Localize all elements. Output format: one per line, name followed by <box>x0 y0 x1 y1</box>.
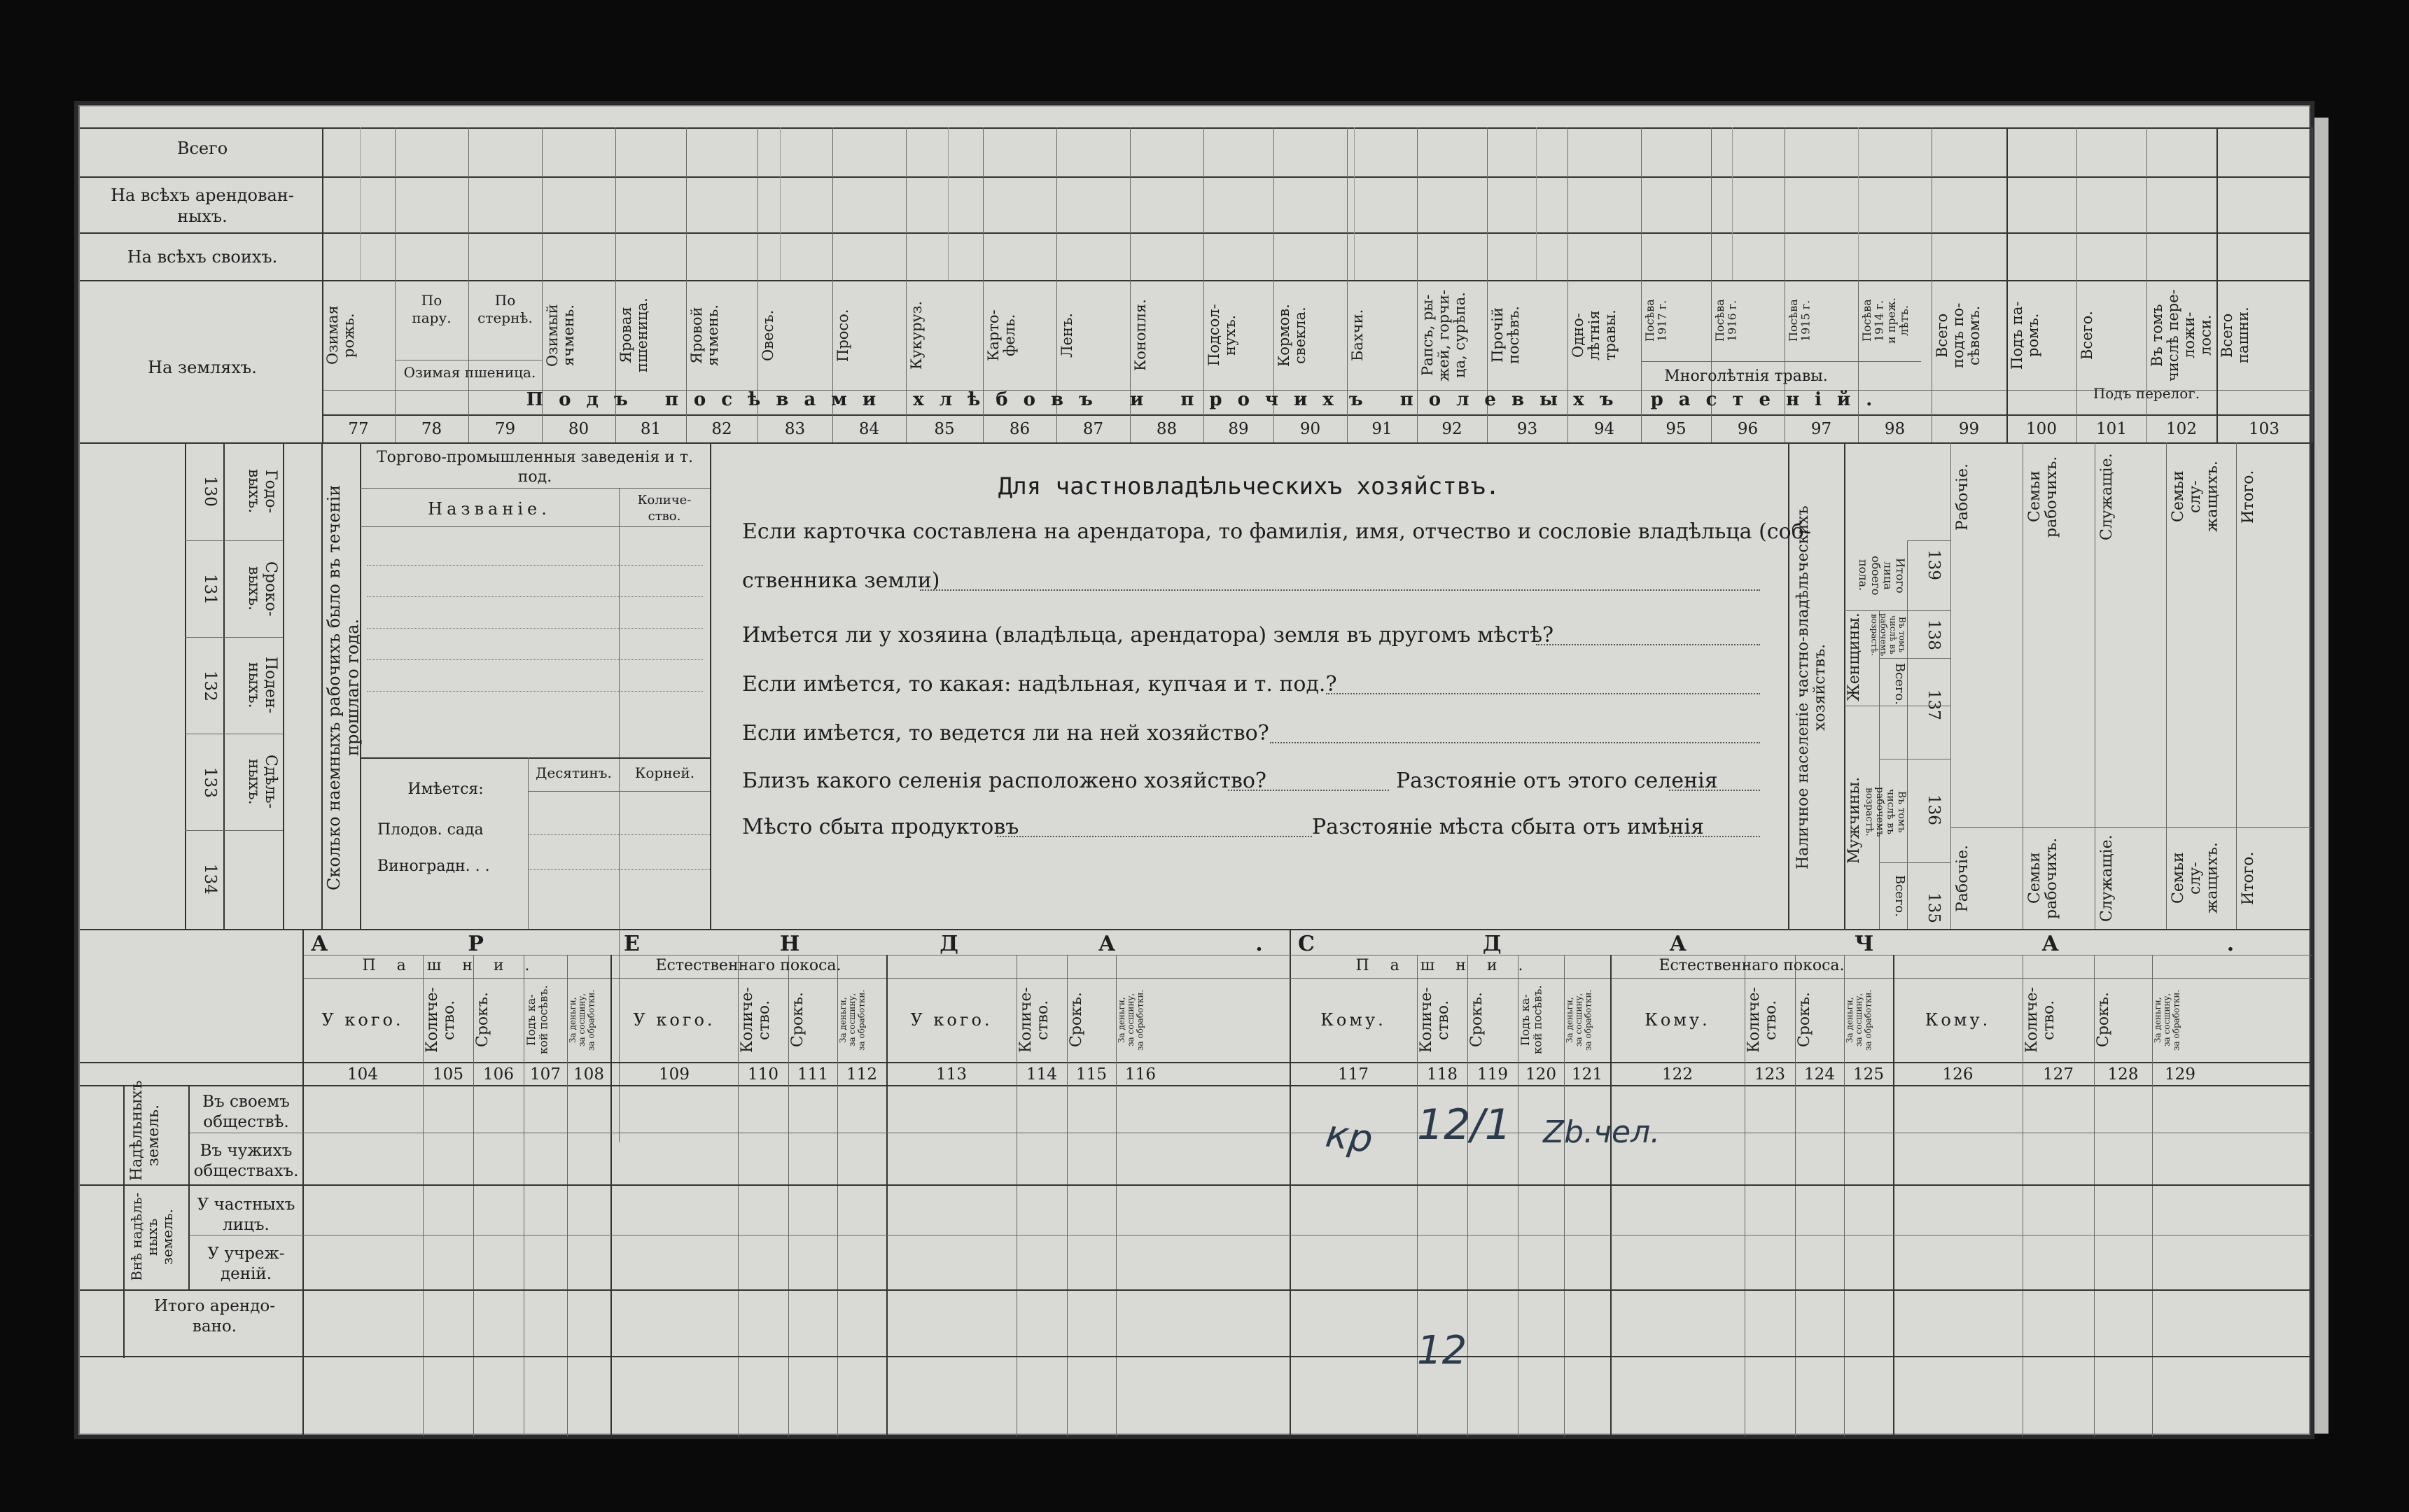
census-card-sheet <box>78 105 2403 1435</box>
crop-header-79: По стернѣ. <box>477 292 533 326</box>
crop-number-79: 79 <box>494 420 516 438</box>
pop-women-total: Всего. <box>1892 663 1907 705</box>
row-own-society: Въ своемъ обществѣ. <box>202 1093 290 1131</box>
nums_a-col-header-7: Срокъ. <box>789 992 807 1048</box>
nums_a-col-header-8: За деньги, за сосшину, за обработки. <box>838 989 867 1051</box>
nums_b-col-header-12: За деньги, за сосшину, за обработки. <box>2153 989 2181 1051</box>
crop-number-80: 80 <box>568 420 589 438</box>
pop-num-135: 135 <box>1925 892 1943 923</box>
crop-number-88: 88 <box>1156 420 1178 438</box>
pop-col-top-2: Служащіе. <box>2098 453 2116 540</box>
pop-num-138: 138 <box>1925 620 1943 650</box>
crop-number-95: 95 <box>1666 420 1687 438</box>
crop-number-103: 103 <box>2249 420 2279 438</box>
band-title: Подъ посѣвами хлѣбовъ и прочихъ полевыхъ растеній. <box>526 389 1888 410</box>
nums_b-col-num-2: 119 <box>1477 1065 1508 1084</box>
crop-number-77: 77 <box>348 420 369 438</box>
nums_a-pashni: Пашни. <box>362 957 551 974</box>
nums_b-col-num-1: 118 <box>1427 1065 1458 1084</box>
pop-men-workers: Въ томъ числѣ въ рабочемъ возрастѣ. <box>1863 787 1907 837</box>
crop-header-85: Кукуруз. <box>908 300 925 370</box>
hired-workers-label: Сколько наемныхъ рабочихъ было въ теченіи прошлаго года. <box>324 484 363 890</box>
crop-number-101: 101 <box>2096 420 2127 438</box>
pop-num-136: 136 <box>1925 794 1943 825</box>
hired-label-133: Сдѣль- ныхъ. <box>244 755 279 809</box>
row-label-rented: На всѣхъ арендован- ныхъ. <box>111 186 294 226</box>
nums_b-col-num-3: 120 <box>1525 1065 1556 1084</box>
nums_a-col-header-9: У кого. <box>910 1010 993 1030</box>
handwriting-12: 12 <box>1417 1328 1467 1373</box>
crop-number-96: 96 <box>1737 420 1759 438</box>
nums_b-col-header-6: Количе- ство. <box>1745 987 1780 1053</box>
crop-number-89: 89 <box>1228 420 1249 438</box>
hired-num-134: 134 <box>201 864 219 895</box>
arenda-title: АРЕНДА. <box>311 932 1403 956</box>
nums_b-col-header-3: Подъ ка- кой посѣвъ. <box>1518 985 1544 1055</box>
crop-number-100: 100 <box>2026 420 2057 438</box>
nums_a-col-num-2: 106 <box>483 1065 514 1084</box>
hired-num-132: 132 <box>201 671 219 701</box>
crop-header-84: Просо. <box>835 309 851 362</box>
row-private-persons: У частныхъ лицъ. <box>197 1196 295 1234</box>
crop-number-84: 84 <box>858 420 880 438</box>
hired-label-132: Поден- ныхъ. <box>244 657 279 714</box>
nums_a-col-header-3: Подъ ка- кой посѣвъ. <box>524 985 550 1055</box>
perelog-label: Подъ перелог. <box>2093 385 2200 402</box>
vne-label: Внѣ надѣль- ныхъ земель. <box>128 1192 176 1282</box>
private-line-2: ственника земли) <box>742 568 940 593</box>
nums_b-col-num-11: 128 <box>2107 1065 2139 1084</box>
crop-header-94: Одно- лѣтнія травы. <box>1570 309 1619 361</box>
nums_a-col-header-5: У кого. <box>633 1010 715 1030</box>
nums_a-col-num-1: 105 <box>433 1065 463 1084</box>
nums_a-col-num-7: 111 <box>797 1065 828 1084</box>
private-line-1: Если карточка составлена на арендатора, то фамилія, имя, отчество и сословіе владѣльца (соб- <box>742 519 1811 544</box>
crop-header-96: Посѣва 1916 г. <box>1713 299 1739 342</box>
trade-row-garden: Плодов. сада <box>377 821 484 839</box>
nums_a-col-num-12: 116 <box>1125 1065 1156 1084</box>
crop-number-94: 94 <box>1593 420 1615 438</box>
handwriting-12-1: 12/1 <box>1417 1100 1511 1149</box>
row-other-society: Въ чужихъ обществахъ. <box>193 1142 299 1180</box>
nums_b-col-header-8: За деньги, за сосшину, за обработки. <box>1845 989 1873 1051</box>
crop-number-83: 83 <box>784 420 806 438</box>
nums_b-col-num-0: 117 <box>1338 1065 1369 1084</box>
nums_b-col-header-2: Срокъ. <box>1468 992 1486 1048</box>
crop-number-81: 81 <box>640 420 662 438</box>
handwriting-zb: Zb.чел. <box>1543 1114 1661 1150</box>
private-line-6a: Близъ какого селенія расположено хозяйство? <box>742 769 1266 793</box>
row-label-vsego: Всего <box>176 139 228 158</box>
crop-number-91: 91 <box>1371 420 1392 438</box>
private-line-6b: Разстояніе отъ этого селенія <box>1396 769 1718 793</box>
nums_b-pashni: Пашни. <box>1355 957 1544 974</box>
nums_b-col-num-4: 121 <box>1572 1065 1602 1084</box>
nums_b-col-header-7: Срокъ. <box>1796 992 1813 1048</box>
nums_b-col-num-12: 129 <box>2165 1065 2195 1084</box>
trade-has: Имѣется: <box>407 780 484 798</box>
pop-women-workers: Въ томъ числѣ въ рабочемъ возрастѣ. <box>1869 613 1907 657</box>
nadel-label: Надѣльныхъ земель. <box>128 1080 163 1181</box>
pop-col-bot-4: Итого. <box>2240 851 2257 905</box>
mnogoletnie-label: Многолѣтнія травы. <box>1664 368 1828 385</box>
nums_b-col-header-4: За деньги, за сосшину, за обработки. <box>1565 989 1593 1051</box>
crop-header-91: Бахчи. <box>1349 309 1366 362</box>
pop-men: Мужчины. <box>1845 776 1863 864</box>
crop-number-78: 78 <box>421 420 442 438</box>
page-edge <box>2310 118 2328 1434</box>
nums_b-col-header-9: Кому. <box>1925 1010 1991 1030</box>
nums_a-col-header-0: У кого. <box>321 1010 404 1030</box>
crop-number-92: 92 <box>1441 420 1462 438</box>
nums_a-col-header-12: За деньги, за сосшину, за обработки. <box>1117 989 1145 1051</box>
private-line-5: Если имѣется, то ведется ли на ней хозяйство? <box>742 721 1269 746</box>
crop-header-90: Кормов. свекла. <box>1276 304 1309 367</box>
nums_a-col-num-10: 114 <box>1026 1065 1057 1084</box>
crop-header-100: Подъ па- ромъ. <box>2009 301 2042 370</box>
crop-header-87: Ленъ. <box>1059 313 1075 358</box>
pop-col-bot-1: Семьи рабочихъ. <box>2026 837 2061 919</box>
crop-header-89: Подсол- нухъ. <box>1206 304 1239 367</box>
private-title: Для частновладѣльческихъ хозяйствъ. <box>998 472 1500 500</box>
pop-col-bot-2: Служащіе. <box>2098 834 2116 922</box>
hired-num-130: 130 <box>201 476 219 507</box>
nums_a-col-num-5: 109 <box>659 1065 690 1084</box>
nums_a-col-num-3: 107 <box>530 1065 561 1084</box>
pop-col-top-4: Итого. <box>2240 470 2257 524</box>
nums_a-col-header-2: Срокъ. <box>474 992 491 1048</box>
row-total-rented: Итого арендо- вано. <box>154 1297 275 1336</box>
pop-col-bot-3: Семьи слу- жащихъ. <box>2170 842 2221 914</box>
crop-number-99: 99 <box>1958 420 1980 438</box>
nums_b-col-header-0: Кому. <box>1320 1010 1386 1030</box>
crop-header-86: Карто- фель. <box>985 309 1019 361</box>
crop-header-88: Конопля. <box>1132 299 1149 372</box>
pop-num-139: 139 <box>1925 550 1943 580</box>
private-line-7b: Разстояніе мѣста сбыта отъ имѣнія <box>1312 815 1704 839</box>
crop-number-85: 85 <box>934 420 955 438</box>
pop-total-both: Итого лица обоего пола. <box>1857 555 1907 596</box>
crop-header-97: Посѣва 1915 г. <box>1787 299 1813 342</box>
pop-col-bot-0: Рабочіе. <box>1954 844 1971 912</box>
crop-header-77: Озимая рожь. <box>324 305 358 365</box>
nums_a-col-num-6: 110 <box>748 1065 778 1084</box>
private-line-3: Имѣется ли у хозяина (владѣльца, арендатора) земля въ другомъ мѣстѣ? <box>742 623 1554 648</box>
crop-header-93: Прочій посѣвъ. <box>1489 306 1523 365</box>
nums_a-col-header-11: Срокъ. <box>1068 992 1085 1048</box>
nums_a-col-num-9: 113 <box>936 1065 967 1084</box>
nums_a-col-num-11: 115 <box>1076 1065 1107 1084</box>
pop-num-137: 137 <box>1925 690 1943 720</box>
nums_a-pokos: Естественнаго покоса. <box>655 957 842 974</box>
crop-header-102: Въ томъ числѣ пере- ложи- лоси. <box>2149 289 2214 382</box>
crop-number-97: 97 <box>1810 420 1832 438</box>
nums_a-col-header-6: Количе- ство. <box>739 987 774 1053</box>
population-label: Наличное населеніе частно-владѣльческихъ хозяйствъ. <box>1794 505 1829 869</box>
crop-number-102: 102 <box>2166 420 2197 438</box>
nums_b-col-header-5: Кому. <box>1645 1010 1710 1030</box>
pop-col-top-0: Рабочіе. <box>1954 463 1971 531</box>
trade-col-qty: Количе- ство. <box>637 493 692 524</box>
nums_a-col-header-10: Количе- ство. <box>1017 987 1052 1053</box>
trade-col-des: Десятинъ. <box>536 764 612 781</box>
ozimaya-label: Озимая пшеница. <box>403 364 536 381</box>
crop-number-98: 98 <box>1884 420 1906 438</box>
private-line-7a: Мѣсто сбыта продуктовъ <box>742 815 1019 839</box>
trade-col-name: Названіе. <box>428 499 551 519</box>
crop-header-80: Озимый ячмень. <box>544 304 578 367</box>
nums_b-col-num-10: 127 <box>2043 1065 2074 1084</box>
crop-number-82: 82 <box>711 420 732 438</box>
row-institutions: У учреж- деній. <box>207 1245 285 1283</box>
nums_b-col-header-11: Срокъ. <box>2095 992 2112 1048</box>
nums_a-col-header-1: Количе- ство. <box>424 987 459 1053</box>
handwriting-kr: кр <box>1322 1111 1376 1162</box>
nums_b-col-num-8: 125 <box>1853 1065 1884 1084</box>
nums_b-col-header-1: Количе- ство. <box>1418 987 1453 1053</box>
crop-header-101: Всего. <box>2079 311 2095 360</box>
sdacha-title: СДАЧА. <box>1298 932 2403 956</box>
crop-header-82: Яровой ячмень. <box>688 304 722 366</box>
row-label-own: На всѣхъ своихъ. <box>127 247 278 267</box>
nums_b-col-num-9: 126 <box>1942 1065 1974 1084</box>
pop-men-total: Всего. <box>1892 874 1907 917</box>
pop-col-top-1: Семьи рабочихъ. <box>2026 456 2061 538</box>
private-line-4: Если имѣется, то какая: надѣльная, купчая и т. под.? <box>742 672 1337 696</box>
row-label-lands: На земляхъ. <box>148 358 257 377</box>
crop-header-95: Посѣва 1917 г. <box>1643 299 1669 342</box>
crop-number-86: 86 <box>1009 420 1031 438</box>
nums_b-pokos: Естественнаго покоса. <box>1659 957 1845 974</box>
trade-title: Торгово-промышленныя заведенія и т. под. <box>376 449 694 486</box>
crop-number-90: 90 <box>1299 420 1321 438</box>
nums_a-col-num-0: 104 <box>347 1065 378 1084</box>
nums_a-col-header-4: За деньги, за сосшину, за обработки. <box>568 989 596 1051</box>
crop-number-93: 93 <box>1516 420 1538 438</box>
nums_a-col-num-4: 108 <box>573 1065 604 1084</box>
crop-header-83: Овесъ. <box>760 309 776 361</box>
trade-col-kor: Корней. <box>634 764 695 781</box>
trade-row-vineyard: Виноградн. . . <box>377 858 490 875</box>
hired-num-131: 131 <box>201 574 219 605</box>
crop-header-81: Яровая пшеница. <box>617 298 651 373</box>
crop-number-87: 87 <box>1082 420 1104 438</box>
hired-label-131: Сроко- выхъ. <box>244 561 279 617</box>
crop-header-98: Посѣва 1914 г. и преж. лѣтъ. <box>1860 298 1911 344</box>
pop-col-top-3: Семьи слу- жащихъ. <box>2170 461 2221 533</box>
nums_b-col-num-5: 122 <box>1662 1065 1693 1084</box>
hired-label-130: Годо- выхъ. <box>244 469 279 514</box>
crop-header-78: По пару. <box>412 292 452 326</box>
nums_b-col-num-6: 123 <box>1754 1065 1785 1084</box>
crop-header-103: Всего пашни. <box>2219 307 2252 364</box>
hired-num-133: 133 <box>201 767 219 798</box>
crop-header-92: Рапсъ, ры- жей, горчи- ца, сурѣпа. <box>1419 289 1469 382</box>
nums_a-col-num-8: 112 <box>846 1065 877 1084</box>
nums_b-col-num-7: 124 <box>1804 1065 1835 1084</box>
crop-header-99: Всего подъ по- сѣвомъ. <box>1934 302 1983 368</box>
nums_b-col-header-10: Количе- ство. <box>2023 987 2058 1053</box>
pop-women: Женщины. <box>1845 612 1863 701</box>
